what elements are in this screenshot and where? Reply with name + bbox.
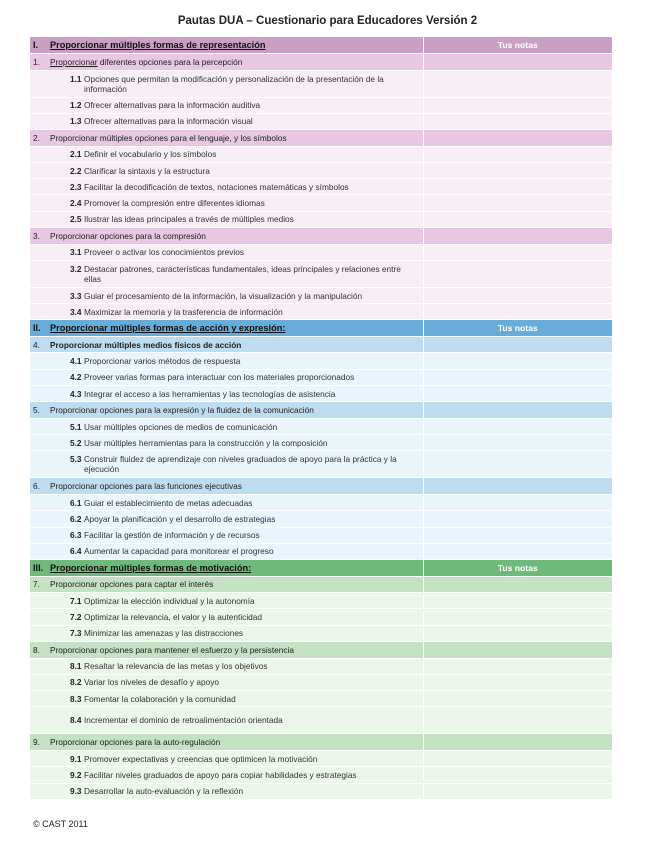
checkpoint-spacer xyxy=(30,750,48,766)
section-header-row xyxy=(30,37,612,54)
checkpoint-cell xyxy=(48,146,423,162)
principle-label-text: Proporcionar opciones para captar el interés xyxy=(50,579,214,590)
principle-notes-cell[interactable] xyxy=(423,336,612,353)
checkpoint-cell xyxy=(48,244,423,260)
checkpoint-cell xyxy=(48,113,423,129)
checkpoint-spacer xyxy=(30,162,48,178)
checkpoint-row xyxy=(30,162,612,178)
checkpoint-row xyxy=(30,625,612,641)
checkpoint-number: 3.1 xyxy=(70,247,82,258)
section-number: I. xyxy=(30,37,48,54)
checkpoint-number: 3.3 xyxy=(70,290,82,301)
checkpoint-text: Usar múltiples opciones de medios de comunicación xyxy=(84,421,278,432)
principle-row xyxy=(30,734,612,751)
checkpoint-spacer xyxy=(30,435,48,451)
principle-label xyxy=(48,642,423,659)
checkpoint-spacer xyxy=(30,113,48,129)
principle-label xyxy=(48,576,423,593)
checkpoint-row xyxy=(30,707,612,734)
checkpoint-text: Proveer varias formas para interactuar con los materiales proporcionados xyxy=(84,372,355,383)
principle-label-text: Proporcionar opciones para las funciones ejecutivas xyxy=(50,481,242,492)
principle-number: 1. xyxy=(30,54,48,71)
section-title-cell xyxy=(48,37,423,54)
principle-label-text: Proporcionar opciones para la expresión y la fluidez de la comunicación xyxy=(50,405,314,416)
copyright-footer: © CAST 2011 xyxy=(33,819,88,829)
checkpoint-spacer xyxy=(30,195,48,211)
principle-label xyxy=(48,402,423,419)
checkpoint-cell xyxy=(48,386,423,402)
checkpoint-number: 1.3 xyxy=(70,116,82,127)
checkpoint-notes-cell[interactable] xyxy=(423,97,612,113)
checkpoint-spacer xyxy=(30,527,48,543)
checkpoint-cell xyxy=(48,527,423,543)
principle-number: 6. xyxy=(30,478,48,495)
checkpoint-row xyxy=(30,353,612,369)
checkpoint-cell xyxy=(48,211,423,227)
checkpoint-number: 5.2 xyxy=(70,437,82,448)
checkpoint-row xyxy=(30,97,612,113)
checkpoint-row xyxy=(30,211,612,227)
checkpoint-notes-cell[interactable] xyxy=(423,418,612,434)
checkpoint-cell xyxy=(48,494,423,510)
principle-row xyxy=(30,402,612,419)
checkpoint-cell xyxy=(48,162,423,178)
checkpoint-spacer xyxy=(30,767,48,783)
section-number: II. xyxy=(30,320,48,337)
checkpoint-notes-cell[interactable] xyxy=(423,353,612,369)
principle-label-underlined: Proporcionar xyxy=(50,56,98,67)
checkpoint-spacer xyxy=(30,625,48,641)
checkpoint-row xyxy=(30,418,612,434)
principle-label xyxy=(48,130,423,147)
checkpoint-row xyxy=(30,70,612,97)
checkpoint-notes-cell[interactable] xyxy=(423,244,612,260)
checkpoint-number: 2.4 xyxy=(70,198,82,209)
checkpoint-text: Ofrecer alternativas para la información visual xyxy=(84,116,253,127)
checkpoint-cell xyxy=(48,97,423,113)
checkpoint-number: 1.2 xyxy=(70,100,82,111)
checkpoint-spacer xyxy=(30,244,48,260)
checkpoint-spacer xyxy=(30,70,48,97)
checkpoint-spacer xyxy=(30,674,48,690)
checkpoint-cell xyxy=(48,195,423,211)
principle-label-text: diferentes opciones para la percepción xyxy=(97,56,243,67)
checkpoint-text: Fomentar la colaboración y la comunidad xyxy=(84,693,236,704)
checkpoint-text: Promover expectativas y creencias que optimicen la motivación xyxy=(84,753,318,764)
checkpoint-number: 6.4 xyxy=(70,546,82,557)
checkpoint-notes-cell[interactable] xyxy=(423,658,612,674)
checkpoint-spacer xyxy=(30,304,48,320)
checkpoint-cell xyxy=(48,70,423,97)
checkpoint-spacer xyxy=(30,543,48,559)
checkpoint-notes-cell[interactable] xyxy=(423,287,612,303)
principle-number: 7. xyxy=(30,576,48,593)
checkpoint-row xyxy=(30,386,612,402)
checkpoint-spacer xyxy=(30,179,48,195)
checkpoint-row xyxy=(30,244,612,260)
checkpoint-cell xyxy=(48,609,423,625)
checkpoint-row xyxy=(30,511,612,527)
checkpoint-notes-cell[interactable] xyxy=(423,369,612,385)
checkpoint-notes-cell[interactable] xyxy=(423,593,612,609)
principle-notes-cell[interactable] xyxy=(423,402,612,419)
checkpoint-text: Facilitar niveles graduados de apoyo para copiar habilidades y estrategias xyxy=(84,769,357,780)
checkpoint-cell xyxy=(48,750,423,766)
checkpoint-notes-cell[interactable] xyxy=(423,179,612,195)
checkpoint-row xyxy=(30,435,612,451)
checkpoint-spacer xyxy=(30,511,48,527)
checkpoint-spacer xyxy=(30,353,48,369)
checkpoint-number: 3.2 xyxy=(70,263,82,274)
principle-row xyxy=(30,478,612,495)
checkpoint-spacer xyxy=(30,260,48,287)
checkpoint-notes-cell[interactable] xyxy=(423,494,612,510)
principle-row xyxy=(30,54,612,71)
checkpoint-row xyxy=(30,146,612,162)
principle-label-text: Proporcionar opciones para la auto-regulación xyxy=(50,737,221,748)
checkpoint-number: 9.2 xyxy=(70,769,82,780)
principle-number: 4. xyxy=(30,336,48,353)
checkpoint-number: 4.1 xyxy=(70,356,82,367)
checklist-table xyxy=(30,37,612,800)
checkpoint-number: 6.1 xyxy=(70,497,82,508)
checkpoint-row xyxy=(30,369,612,385)
checkpoint-cell xyxy=(48,451,423,478)
principle-notes-cell[interactable] xyxy=(423,642,612,659)
checkpoint-row xyxy=(30,750,612,766)
checkpoint-spacer xyxy=(30,691,48,707)
checkpoint-notes-cell[interactable] xyxy=(423,146,612,162)
checkpoint-notes-cell[interactable] xyxy=(423,609,612,625)
principle-label xyxy=(48,228,423,245)
checkpoint-spacer xyxy=(30,211,48,227)
checkpoint-row xyxy=(30,674,612,690)
checkpoint-number: 8.3 xyxy=(70,693,82,704)
checkpoint-row xyxy=(30,609,612,625)
checkpoint-text: Construir fluidez de aprendizaje con niveles graduados de apoyo para la práctica y la ejecución xyxy=(84,454,397,475)
notes-header: Tus notas xyxy=(423,37,612,54)
checkpoint-row xyxy=(30,113,612,129)
checkpoint-row xyxy=(30,260,612,287)
checkpoint-row xyxy=(30,658,612,674)
checkpoint-number: 2.2 xyxy=(70,165,82,176)
checkpoint-text: Integrar el acceso a las herramientas y las tecnologías de asistencia xyxy=(84,388,336,399)
principle-number: 8. xyxy=(30,642,48,659)
checkpoint-number: 9.1 xyxy=(70,753,82,764)
checkpoint-notes-cell[interactable] xyxy=(423,527,612,543)
principle-notes-cell[interactable] xyxy=(423,576,612,593)
checkpoint-row xyxy=(30,195,612,211)
checkpoint-number: 2.1 xyxy=(70,149,82,160)
principle-number: 2. xyxy=(30,130,48,147)
checkpoint-number: 7.1 xyxy=(70,595,82,606)
checkpoint-spacer xyxy=(30,494,48,510)
principle-row xyxy=(30,228,612,245)
principle-row xyxy=(30,576,612,593)
checkpoint-cell xyxy=(48,287,423,303)
checkpoint-number: 4.3 xyxy=(70,388,82,399)
checkpoint-notes-cell[interactable] xyxy=(423,625,612,641)
checkpoint-number: 2.3 xyxy=(70,181,82,192)
checkpoint-text: Proporcionar varios métodos de respuesta xyxy=(84,356,241,367)
checkpoint-notes-cell[interactable] xyxy=(423,767,612,783)
principle-number: 9. xyxy=(30,734,48,751)
checkpoint-text: Ilustrar las ideas principales a través de múltiples medios xyxy=(84,214,294,225)
checkpoint-row xyxy=(30,527,612,543)
checkpoint-row xyxy=(30,543,612,559)
checkpoint-notes-cell[interactable] xyxy=(423,113,612,129)
principle-label-text: Proporcionar múltiples medios físicos de acción xyxy=(50,339,242,350)
checkpoint-notes-cell[interactable] xyxy=(423,783,612,799)
checkpoint-number: 5.3 xyxy=(70,454,82,465)
checkpoint-notes-cell[interactable] xyxy=(423,386,612,402)
checkpoint-text: Promover la compresión entre diferentes idiomas xyxy=(84,198,265,209)
section-number: III. xyxy=(30,560,48,577)
checkpoint-cell xyxy=(48,369,423,385)
checkpoint-notes-cell[interactable] xyxy=(423,435,612,451)
checkpoint-cell xyxy=(48,418,423,434)
page-title: Pautas DUA – Cuestionario para Educadores Versión 2 xyxy=(177,15,478,27)
checkpoint-number: 8.4 xyxy=(70,715,82,726)
checkpoint-spacer xyxy=(30,386,48,402)
checkpoint-number: 9.3 xyxy=(70,786,82,797)
principle-label-text: Proporcionar opciones para la compresión xyxy=(50,230,206,241)
checkpoint-spacer xyxy=(30,593,48,609)
principle-label xyxy=(48,478,423,495)
section-header-row xyxy=(30,560,612,577)
checkpoint-text: Resaltar la relevancia de las metas y los objetivos xyxy=(84,661,268,672)
checkpoint-cell xyxy=(48,435,423,451)
checkpoint-cell xyxy=(48,674,423,690)
checkpoint-row xyxy=(30,691,612,707)
checkpoint-text: Usar múltiples herramientas para la construcción y la composición xyxy=(84,437,328,448)
checkpoint-notes-cell[interactable] xyxy=(423,451,612,478)
checkpoint-text: Clarificar la sintaxis y la estructura xyxy=(84,165,210,176)
checkpoint-text: Minimizar las amenazas y las distracciones xyxy=(84,628,244,639)
checkpoint-notes-cell[interactable] xyxy=(423,674,612,690)
checkpoint-spacer xyxy=(30,783,48,799)
section-title: Proporcionar múltiples formas de acción y expresión: xyxy=(50,323,286,334)
checkpoint-number: 8.1 xyxy=(70,661,82,672)
checkpoint-row xyxy=(30,287,612,303)
checkpoint-notes-cell[interactable] xyxy=(423,195,612,211)
checkpoint-text: Guiar el procesamiento de la información, la visualización y la manipulación xyxy=(84,290,363,301)
checkpoint-text: Optimizar la relevancia, el valor y la autenticidad xyxy=(84,612,263,623)
principle-notes-cell[interactable] xyxy=(423,228,612,245)
checkpoint-cell xyxy=(48,304,423,320)
checkpoint-notes-cell[interactable] xyxy=(423,70,612,97)
checkpoint-number: 7.3 xyxy=(70,628,82,639)
checkpoint-text: Variar los niveles de desafío y apoyo xyxy=(84,677,219,688)
principle-row xyxy=(30,130,612,147)
checkpoint-cell xyxy=(48,707,423,734)
checkpoint-notes-cell[interactable] xyxy=(423,211,612,227)
checkpoint-spacer xyxy=(30,658,48,674)
checkpoint-number: 1.1 xyxy=(70,73,82,84)
principle-notes-cell[interactable] xyxy=(423,54,612,71)
principle-label xyxy=(48,734,423,751)
checkpoint-row xyxy=(30,783,612,799)
checkpoint-text: Aumentar la capacidad para monitorear el progreso xyxy=(84,546,274,557)
checkpoint-spacer xyxy=(30,609,48,625)
principle-label-text: Proporcionar opciones para mantener el esfuerzo y la persistencia xyxy=(50,644,294,655)
checkpoint-row xyxy=(30,304,612,320)
checkpoint-cell xyxy=(48,543,423,559)
checkpoint-text: Optimizar la elección individual y la autonomía xyxy=(84,595,255,606)
checkpoint-cell xyxy=(48,179,423,195)
checkpoint-spacer xyxy=(30,369,48,385)
checkpoint-notes-cell[interactable] xyxy=(423,691,612,707)
checkpoint-spacer xyxy=(30,287,48,303)
checkpoint-row xyxy=(30,179,612,195)
principle-label xyxy=(48,336,423,353)
principle-label xyxy=(48,54,423,71)
principle-notes-cell[interactable] xyxy=(423,478,612,495)
section-title: Proporcionar múltiples formas de motivación: xyxy=(50,562,252,573)
checkpoint-cell xyxy=(48,511,423,527)
checkpoint-notes-cell[interactable] xyxy=(423,511,612,527)
checkpoint-cell xyxy=(48,353,423,369)
notes-header: Tus notas xyxy=(423,320,612,337)
checkpoint-row xyxy=(30,767,612,783)
checkpoint-number: 4.2 xyxy=(70,372,82,383)
checkpoint-notes-cell[interactable] xyxy=(423,750,612,766)
checkpoint-cell xyxy=(48,691,423,707)
checkpoint-text: Destacar patrones, características fundamentales, ideas principales y relaciones entre ellas xyxy=(84,263,401,284)
checkpoint-number: 6.3 xyxy=(70,530,82,541)
checkpoint-spacer xyxy=(30,97,48,113)
checkpoint-row xyxy=(30,593,612,609)
principle-row xyxy=(30,642,612,659)
principle-notes-cell[interactable] xyxy=(423,734,612,751)
checkpoint-text: Definir el vocabulario y los símbolos xyxy=(84,149,217,160)
section-title-cell xyxy=(48,320,423,337)
checkpoint-text: Opciones que permitan la modificación y personalización de la presentación de la información xyxy=(84,73,384,94)
checkpoint-number: 5.1 xyxy=(70,421,82,432)
checkpoint-notes-cell[interactable] xyxy=(423,304,612,320)
checkpoint-text: Maximizar la memoria y la trasferencia de información xyxy=(84,306,283,317)
checkpoint-text: Apoyar la planificación y el desarrollo de estrategias xyxy=(84,513,276,524)
checkpoint-cell xyxy=(48,625,423,641)
checkpoint-number: 6.2 xyxy=(70,513,82,524)
checkpoint-number: 8.2 xyxy=(70,677,82,688)
principle-notes-cell[interactable] xyxy=(423,130,612,147)
checkpoint-notes-cell[interactable] xyxy=(423,543,612,559)
principle-number: 5. xyxy=(30,402,48,419)
checkpoint-cell xyxy=(48,767,423,783)
checkpoint-text: Facilitar la gestión de información y de recursos xyxy=(84,530,260,541)
checkpoint-text: Facilitar la decodificación de textos, notaciones matemáticas y símbolos xyxy=(84,181,349,192)
checkpoint-text: Desarrollar la auto-evaluación y la reflexión xyxy=(84,786,244,797)
checkpoint-notes-cell[interactable] xyxy=(423,707,612,734)
checkpoint-spacer xyxy=(30,707,48,734)
checkpoint-row xyxy=(30,451,612,478)
principle-number: 3. xyxy=(30,228,48,245)
section-title-cell xyxy=(48,560,423,577)
principle-label-text: Proporcionar múltiples opciones para el lenguaje, y los símbolos xyxy=(50,132,287,143)
checkpoint-text: Guiar el establecimiento de metas adecuadas xyxy=(84,497,253,508)
checkpoint-text: Incrementar el dominio de retroalimentación orientada xyxy=(84,715,283,726)
principle-row xyxy=(30,336,612,353)
checkpoint-cell xyxy=(48,260,423,287)
checkpoint-spacer xyxy=(30,451,48,478)
checkpoint-notes-cell[interactable] xyxy=(423,260,612,287)
section-header-row xyxy=(30,320,612,337)
checkpoint-spacer xyxy=(30,418,48,434)
checkpoint-number: 7.2 xyxy=(70,612,82,623)
checkpoint-text: Proveer o activar los conocimientos previos xyxy=(84,247,245,258)
checkpoint-number: 3.4 xyxy=(70,306,82,317)
checkpoint-cell xyxy=(48,658,423,674)
checkpoint-row xyxy=(30,494,612,510)
checkpoint-number: 2.5 xyxy=(70,214,82,225)
checkpoint-cell xyxy=(48,593,423,609)
section-title: Proporcionar múltiples formas de representación xyxy=(50,40,266,50)
notes-header: Tus notas xyxy=(423,560,612,577)
checkpoint-spacer xyxy=(30,146,48,162)
checkpoint-notes-cell[interactable] xyxy=(423,162,612,178)
checkpoint-text: Ofrecer alternativas para la información auditiva xyxy=(84,100,261,111)
checkpoint-cell xyxy=(48,783,423,799)
